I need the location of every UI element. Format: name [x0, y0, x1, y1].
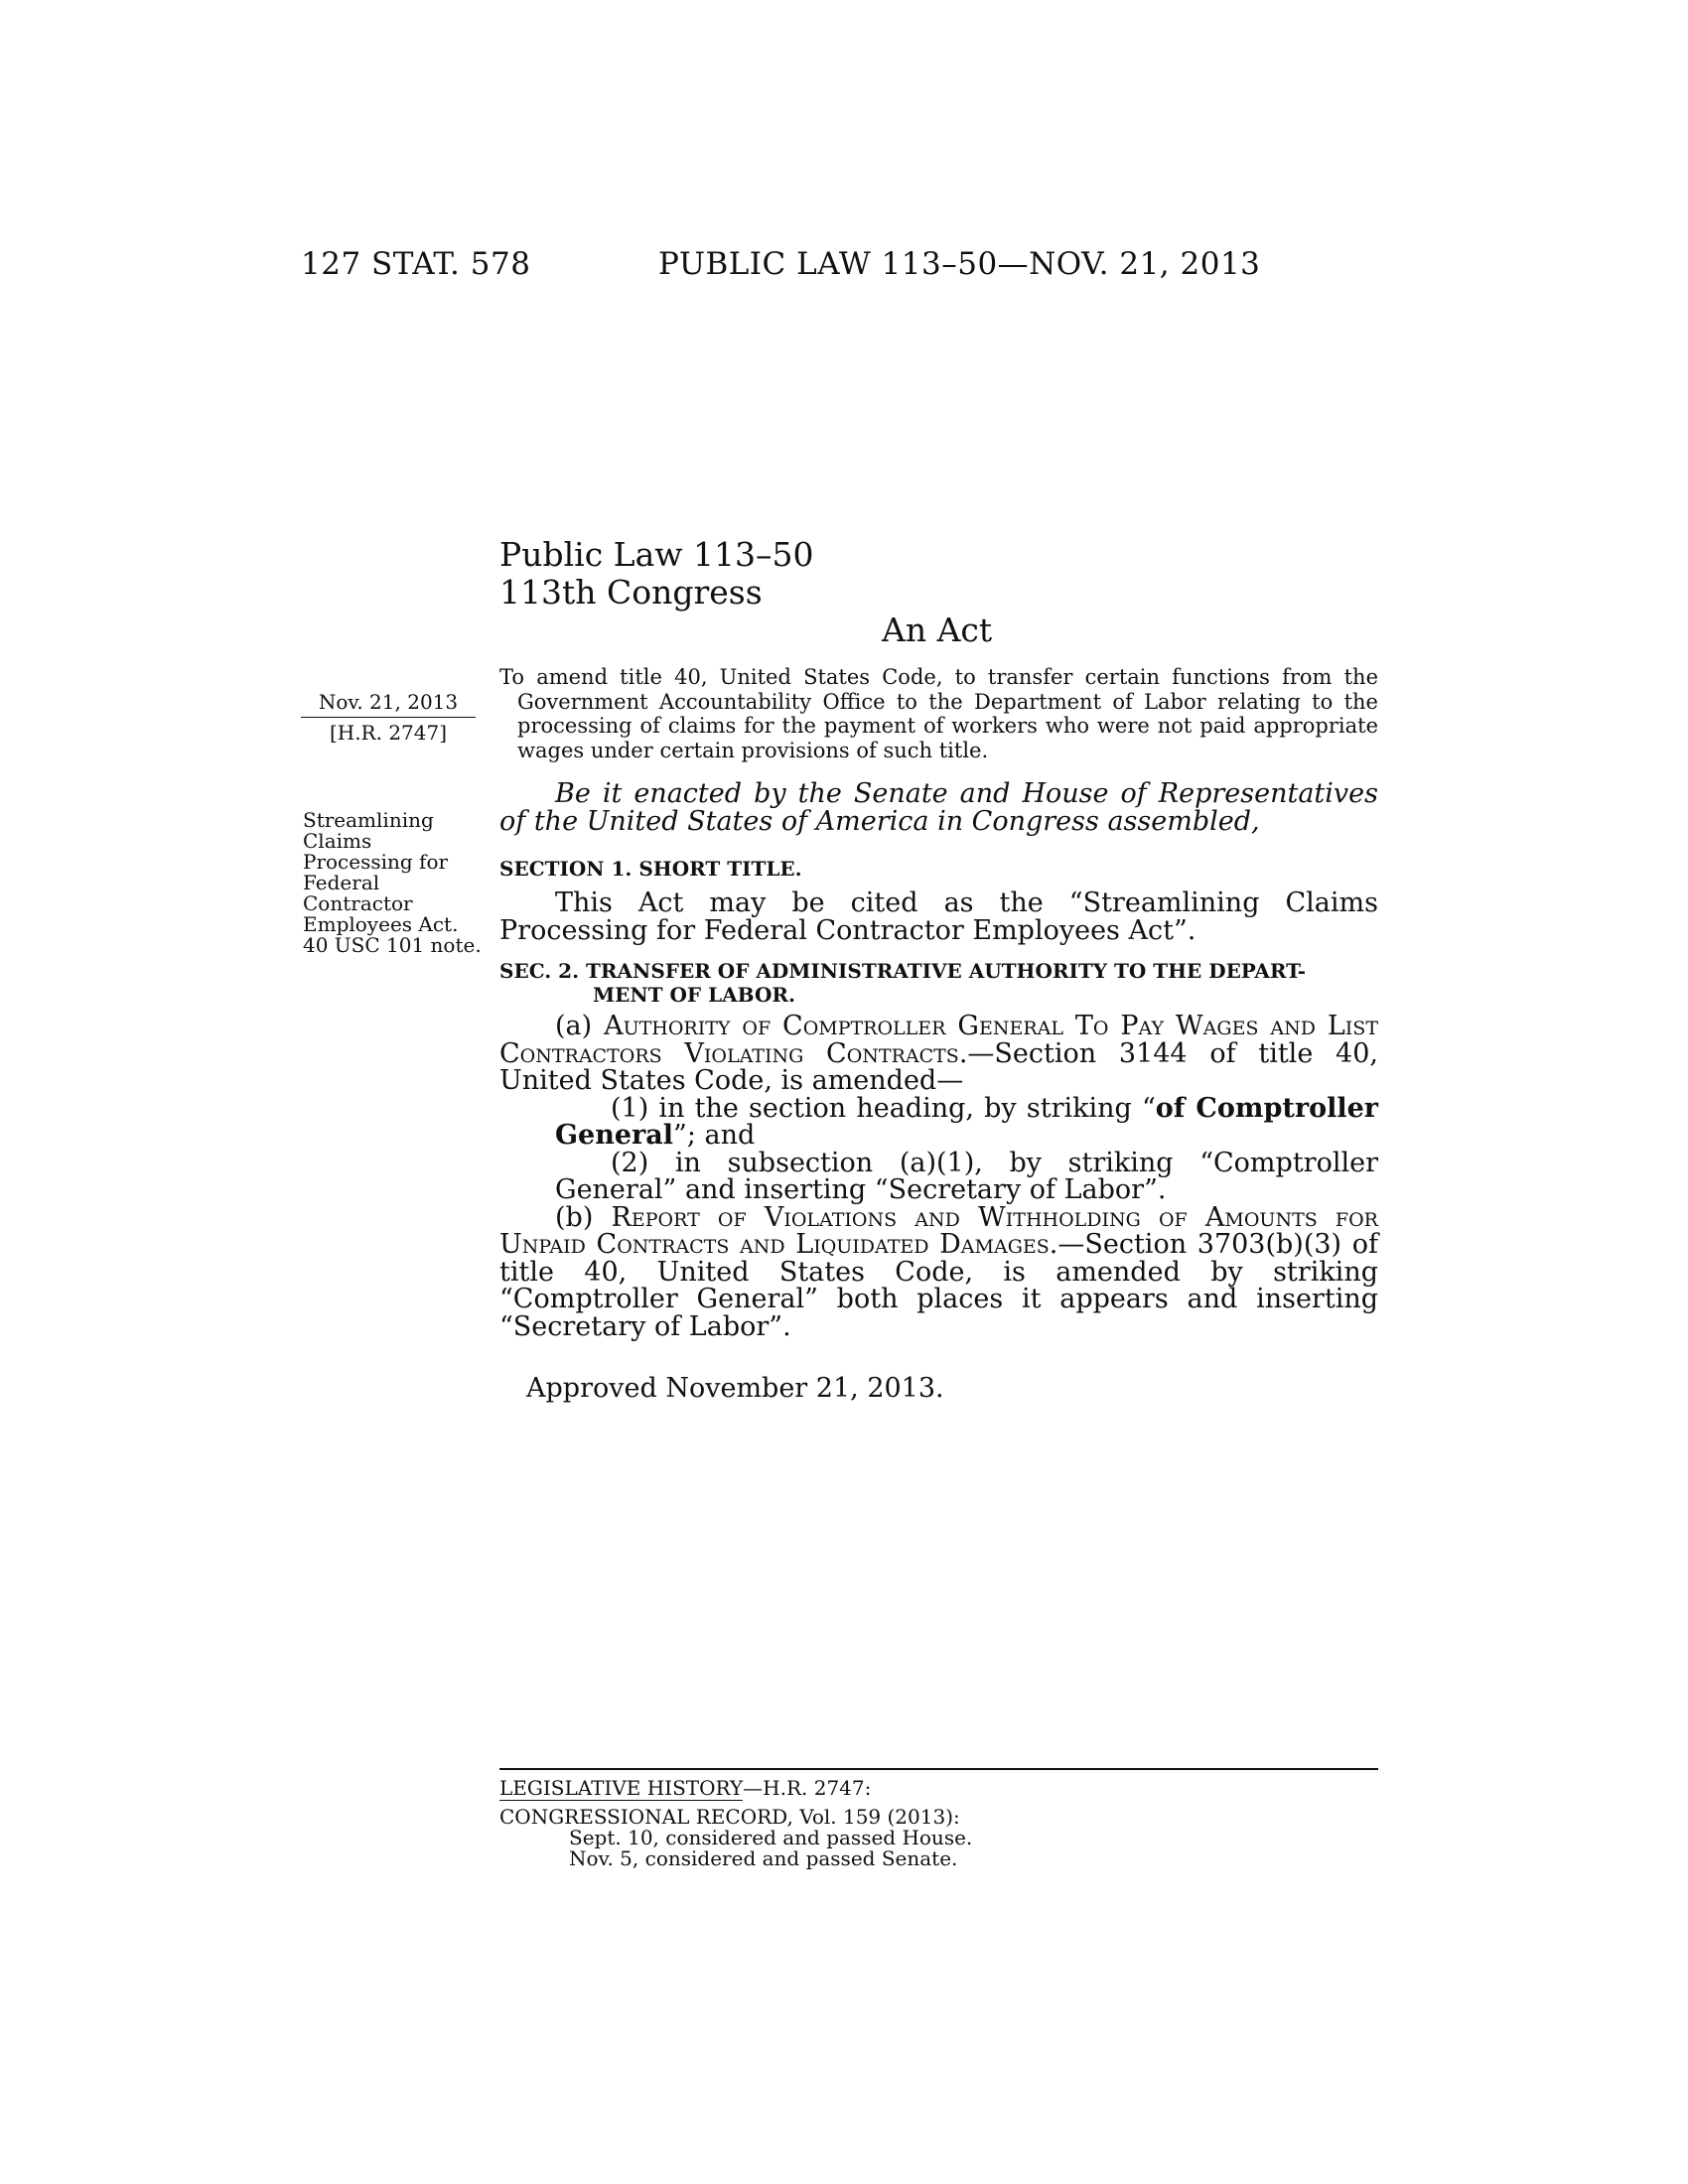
subsection-b-label: (b)	[555, 1201, 594, 1233]
congress-number: 113th Congress	[499, 573, 763, 612]
an-act-heading: An Act	[882, 611, 993, 649]
margin-date: Nov. 21, 2013	[318, 690, 459, 714]
paragraph-1-pre: (1) in the section heading, by striking “	[611, 1092, 1156, 1124]
margin-note-line: Claims	[303, 829, 372, 853]
section-1-heading: SECTION 1. SHORT TITLE.	[499, 857, 802, 881]
long-title-line: To amend title 40, United States Code, to transfer certain functions from the	[499, 665, 1378, 689]
subsection-a-text: —Section 3144 of title 40, United States Code, is amended—	[499, 1037, 1378, 1096]
long-title	[499, 665, 1378, 762]
margin-note-line: Processing for	[303, 850, 449, 874]
long-title-line: processing of claims for the payment of workers who were not paid appropriate	[517, 714, 1378, 738]
margin-note-line: Contractor	[303, 891, 413, 915]
section-2-heading-line2: MENT OF LABOR.	[593, 983, 795, 1007]
subsection-a-label: (a)	[555, 1011, 593, 1041]
paragraph-1	[499, 1092, 1378, 1151]
subsection-b	[499, 1201, 1378, 1342]
margin-short-title-note	[303, 810, 482, 956]
subsection-a-caption: Authority of Comptroller General To Pay Wages and List Contractors Violating Contracts.	[499, 1011, 1378, 1069]
legislative-history-label: LEGISLATIVE HISTORY	[499, 1776, 744, 1800]
section-2-heading	[499, 959, 1378, 1007]
paragraph-2: (2) in subsection (a)(1), by striking “Comptroller General” and inserting “Secretary of Labor”.	[555, 1147, 1378, 1205]
margin-bill-number: [H.R. 2747]	[329, 721, 448, 745]
long-title-line: wages under certain provisions of such title.	[517, 738, 989, 762]
congressional-record	[499, 1807, 972, 1869]
title-block	[499, 536, 813, 612]
legislative-history-heading	[499, 1778, 871, 1799]
margin-rule	[301, 717, 476, 718]
margin-usc-note: 40 USC 101 note.	[303, 933, 482, 957]
subsection-a	[499, 1013, 1378, 1095]
subsection-b-text: —Section 3703(b)(3) of title 40, United States Code, is amended by striking “Comptroller General” both places it appears and inserting “Secretary of Labor”.	[499, 1229, 1378, 1342]
approval-date: Approved November 21, 2013.	[526, 1373, 944, 1404]
paragraph-1-post: ”; and	[673, 1120, 756, 1151]
footnote-rule	[499, 1768, 1378, 1770]
history-entry: Nov. 5, considered and passed Senate.	[569, 1846, 958, 1870]
long-title-line: Government Accountability Office to the Department of Labor relating to the	[517, 689, 1378, 714]
paragraph-1-bold: of Comptroller General	[555, 1092, 1378, 1151]
section-2-body	[499, 1013, 1378, 1340]
congressional-record-heading: CONGRESSIONAL RECORD, Vol. 159 (2013):	[499, 1805, 960, 1829]
page-number: 127 STAT. 578	[301, 246, 531, 282]
subsection-b-caption: Report of Violations and Withholding of Amounts for Unpaid Contracts and Liquidated Damages.	[499, 1201, 1378, 1260]
running-head-title: PUBLIC LAW 113–50—NOV. 21, 2013	[658, 246, 1261, 282]
section-2-heading-line1: SEC. 2. TRANSFER OF ADMINISTRATIVE AUTHORITY TO THE DEPART-	[499, 959, 1307, 983]
margin-note-line: Employees Act.	[303, 912, 459, 936]
enacting-clause: Be it enacted by the Senate and House of Representatives of the United States of America in Congress assembled,	[499, 778, 1378, 837]
section-1-text: This Act may be cited as the “Streamlining Claims Processing for Federal Contractor Employees Act”.	[499, 887, 1378, 946]
margin-date-block	[301, 689, 476, 746]
history-entry: Sept. 10, considered and passed House.	[569, 1826, 973, 1849]
margin-note-line: Federal	[303, 871, 380, 894]
public-law-number: Public Law 113–50	[499, 535, 814, 574]
margin-note-line: Streamlining	[303, 808, 434, 832]
legislative-history-bill: —H.R. 2747:	[743, 1776, 872, 1800]
